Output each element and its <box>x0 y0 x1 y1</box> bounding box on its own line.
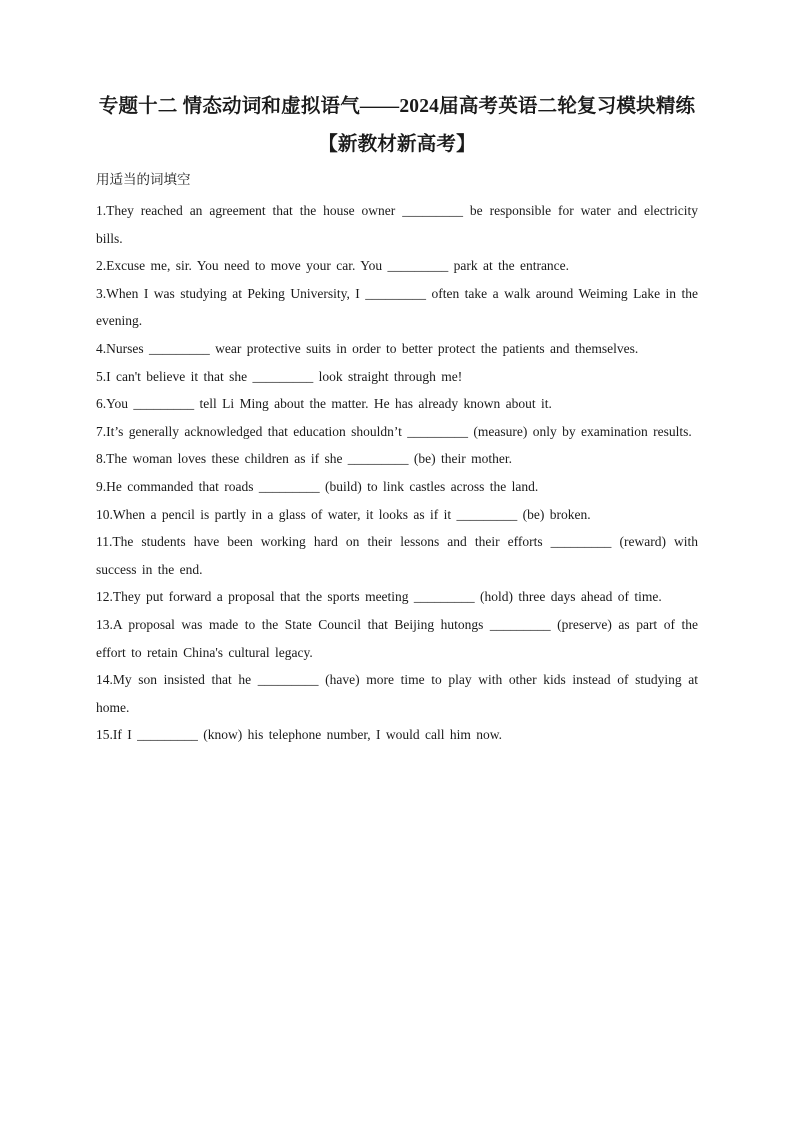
question-item: 13.A proposal was made to the State Council that Beijing hutongs _________ (preserve) as part of the effort to retain China's cultural legacy. <box>96 616 698 660</box>
question-item: 14.My son insisted that he _________ (have) more time to play with other kids instead of studying at home. <box>96 672 698 715</box>
question-item: 15.If I _________ (know) his telephone number, I would call him now. <box>96 727 503 743</box>
question-item: 7.It’s generally acknowledged that education shouldn’t _________ (measure) only by examination results. <box>96 423 692 439</box>
document-title: 专题十二 情态动词和虚拟语气——2024届高考英语二轮复习模块精练【新教材新高考】 <box>98 96 696 155</box>
question-item: 10.When a pencil is partly in a glass of water, it looks as if it _________ (be) broken. <box>96 506 591 522</box>
question-item: 1.They reached an agreement that the house owner _________ be responsible for water and electricity bills. <box>96 203 698 246</box>
question-item: 3.When I was studying at Peking University, I _________ often take a walk around Weiming Lake in the evening. <box>96 285 698 329</box>
document-page <box>96 88 698 749</box>
question-item: 8.The woman loves these children as if she _________ (be) their mother. <box>96 451 513 467</box>
question-list <box>96 197 698 749</box>
question-item: 2.Excuse me, sir. You need to move your car. You _________ park at the entrance. <box>96 258 570 274</box>
question-item: 11.The students have been working hard on their lessons and their efforts _________ (reward) with success in the end. <box>96 534 698 577</box>
question-item: 9.He commanded that roads _________ (build) to link castles across the land. <box>96 478 539 494</box>
question-item: 6.You _________ tell Li Ming about the matter. He has already known about it. <box>96 396 552 412</box>
question-item: 5.I can't believe it that she _________ look straight through me! <box>96 368 463 384</box>
section-instruction: 用适当的词填空 <box>96 172 191 188</box>
question-item: 4.Nurses _________ wear protective suits in order to better protect the patients and themselves. <box>96 340 639 356</box>
question-item: 12.They put forward a proposal that the sports meeting _________ (hold) three days ahead of time. <box>96 589 662 605</box>
